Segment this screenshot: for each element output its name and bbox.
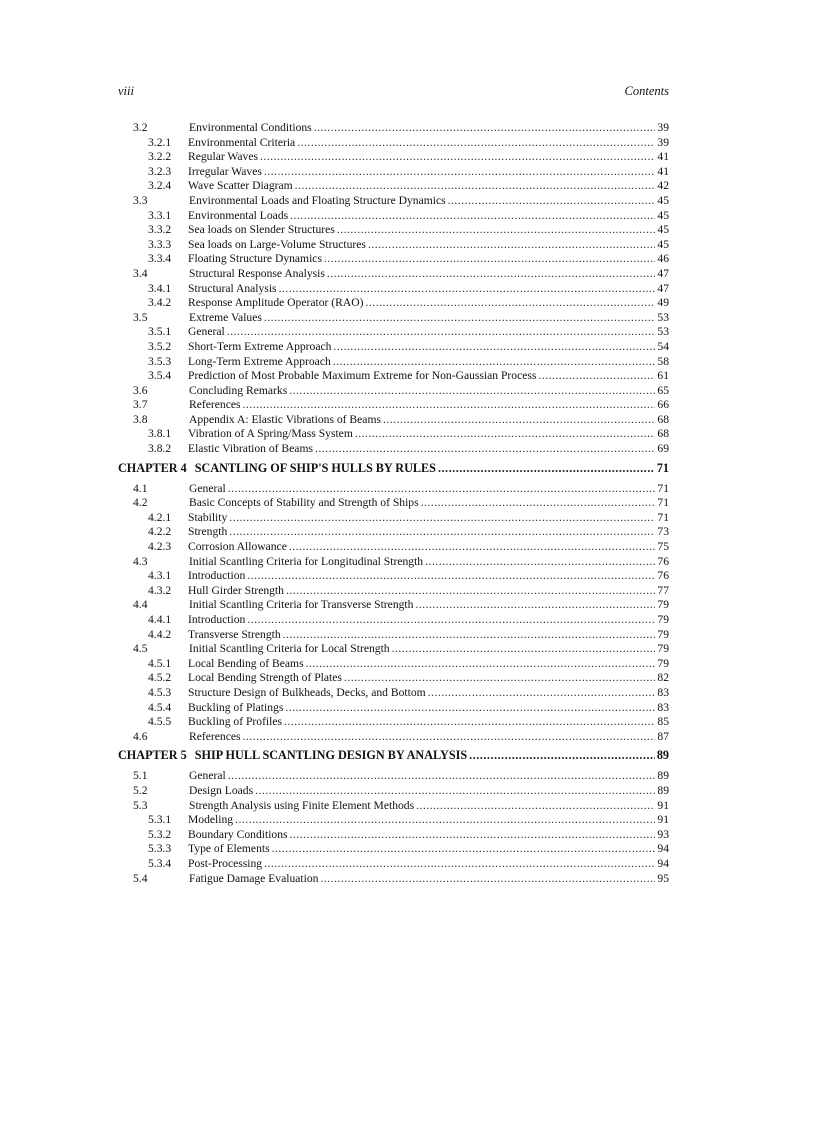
toc-entry-page: 58 [657, 354, 669, 368]
toc-entry-number: CHAPTER 5 [118, 748, 187, 763]
toc-entry-number: 3.5.1 [148, 325, 172, 339]
toc-entry [118, 701, 669, 716]
toc-entry-page: 47 [657, 266, 669, 280]
toc-entry-page: 45 [657, 208, 669, 222]
toc-entry-number: 3.2 [133, 121, 148, 134]
toc-entry-title: Introduction [188, 613, 246, 626]
toc-entry-page: 95 [657, 871, 669, 885]
toc-entry-number: 4.3 [133, 554, 148, 568]
toc-entry-title: Irregular Waves [188, 164, 262, 178]
toc-entry-title: Sea loads on Large-Volume Structures [188, 237, 366, 251]
toc-entry-number: 3.2.4 [148, 179, 172, 193]
toc-entry [118, 569, 669, 584]
toc-entry-page: 73 [657, 525, 669, 539]
toc-entry-number: 4.1 [133, 481, 148, 495]
dot-leader [284, 715, 655, 730]
toc-entry-number: 4.3.2 [148, 583, 172, 597]
toc-entry-page: 68 [657, 412, 669, 426]
toc-entry [118, 267, 669, 282]
toc-entry-number: 3.2.2 [148, 150, 172, 164]
dot-leader [235, 813, 655, 828]
toc-entry [118, 340, 669, 355]
toc-entry-number: 3.4.1 [148, 281, 172, 295]
dot-leader [421, 496, 656, 511]
toc-entry-page: 85 [657, 715, 669, 729]
toc-entry-number: 5.3.3 [148, 842, 172, 856]
toc-entry-number: 4.4.1 [148, 613, 172, 626]
toc-entry [118, 799, 669, 814]
toc-entry-page: 71 [657, 481, 669, 495]
toc-entry-page: 79 [657, 613, 669, 626]
dot-leader [247, 613, 655, 628]
toc-entry [118, 511, 669, 526]
toc-entry [118, 686, 669, 701]
toc-entry-number: 4.3.1 [148, 569, 172, 583]
toc-entry-title: Structural Analysis [188, 281, 277, 295]
toc-entry-page: 71 [657, 496, 669, 510]
toc-entry-number: 4.5.2 [148, 671, 172, 685]
toc-entry [118, 525, 669, 540]
toc-entry-page: 89 [657, 783, 669, 797]
dot-leader [264, 857, 655, 872]
toc-entry-number: 4.2.3 [148, 540, 172, 554]
toc-entry-page: 79 [657, 656, 669, 670]
dot-leader [469, 747, 655, 763]
toc-entry-number: 3.3.2 [148, 223, 172, 237]
toc-entry-title: Type of Elements [188, 842, 270, 856]
dot-leader [289, 540, 656, 555]
dot-leader [324, 252, 655, 267]
toc-entry-page: 94 [657, 856, 669, 870]
toc-entry [118, 442, 669, 457]
toc-entry-number: 5.3.2 [148, 827, 172, 841]
toc-entry-number: 3.8 [133, 412, 148, 426]
toc-entry-title: Appendix A: Elastic Vibrations of Beams [189, 412, 381, 426]
toc-entry-title: Vibration of A Spring/Mass System [188, 427, 353, 441]
toc-entry-page: 75 [657, 540, 669, 554]
toc-entry-number: 3.4 [133, 266, 148, 280]
toc-entry [118, 671, 669, 686]
dot-leader [333, 355, 656, 370]
dot-leader [327, 267, 656, 282]
toc-entry-number: 4.5.3 [148, 685, 172, 699]
toc-entry-title: Environmental Criteria [188, 135, 296, 149]
toc-entry-page: 87 [657, 729, 669, 743]
dot-leader [368, 238, 655, 253]
toc-entry-page: 53 [657, 310, 669, 324]
toc-entry-title: Fatigue Damage Evaluation [189, 871, 319, 885]
dot-leader [229, 511, 655, 526]
toc-entry-number: 3.7 [133, 398, 148, 412]
toc-entry-title: Buckling of Profiles [188, 715, 283, 729]
dot-leader [295, 179, 656, 194]
toc-entry-page: 68 [657, 427, 669, 441]
toc-entry-number: 3.3.4 [148, 252, 172, 266]
toc-entry-number: 4.4 [133, 598, 148, 612]
toc-entry-page: 54 [657, 339, 669, 353]
toc-entry-number: 3.6 [133, 383, 148, 397]
toc-entry-title: Extreme Values [189, 310, 262, 324]
toc-entry-page: 82 [657, 671, 669, 685]
toc-entry-page: 46 [657, 252, 669, 266]
toc-entry [118, 496, 669, 511]
toc-entry-title: SCANTLING OF SHIP'S HULLS BY RULES [194, 460, 436, 475]
toc-entry [118, 136, 669, 151]
toc-entry-page: 39 [657, 121, 669, 134]
toc-entry-page: 71 [656, 460, 669, 475]
dot-leader [279, 282, 656, 297]
dot-leader [297, 136, 655, 151]
toc-entry-title: SHIP HULL SCANTLING DESIGN BY ANALYSIS [194, 748, 468, 763]
toc-entry-title: Local Bending Strength of Plates [188, 671, 342, 685]
toc-entry-number: CHAPTER 4 [118, 460, 187, 475]
dot-leader [320, 872, 655, 887]
toc-entry [118, 784, 669, 799]
toc-entry-title: Introduction [188, 569, 246, 583]
toc-entry-title: Transverse Strength [188, 627, 281, 641]
toc-entry [118, 540, 669, 555]
toc-entry-title: Structure Design of Bulkheads, Decks, and Bottom [188, 685, 426, 699]
toc-entry-title: Hull Girder Strength [188, 583, 284, 597]
toc-entry [118, 642, 669, 657]
dot-leader [264, 165, 656, 180]
toc-entry-title: Initial Scantling Criteria for Longitudinal Strength [189, 554, 424, 568]
dot-leader [227, 325, 656, 340]
dot-leader [538, 369, 655, 384]
toc-entry-number: 3.5 [133, 310, 148, 324]
toc-entry-title: Local Bending of Beams [188, 656, 304, 670]
toc-entry-title: Stability [188, 510, 228, 524]
toc-chapter-heading [118, 747, 669, 763]
toc-entry [118, 613, 669, 628]
toc-entry-page: 41 [657, 150, 669, 164]
toc-entry-number: 4.2 [133, 496, 148, 510]
toc-entry-title: Wave Scatter Diagram [188, 179, 293, 193]
dot-leader [243, 730, 656, 745]
toc-entry-number: 5.2 [133, 783, 148, 797]
toc-entry [118, 842, 669, 857]
toc-entry [118, 252, 669, 267]
toc-entry [118, 413, 669, 428]
toc-entry-title: Prediction of Most Probable Maximum Extreme for Non-Gaussian Process [188, 369, 537, 383]
toc-entry-number: 3.8.1 [148, 427, 172, 441]
toc-entry-page: 49 [657, 296, 669, 310]
toc-entry-title: Structural Response Analysis [189, 266, 325, 280]
dot-leader [383, 413, 655, 428]
toc-entry [118, 813, 669, 828]
toc-entry-number: 4.5.4 [148, 700, 172, 714]
toc-entry-title: Response Amplitude Operator (RAO) [188, 296, 364, 310]
toc-entry-number: 3.5.4 [148, 369, 172, 383]
toc-entry-page: 93 [657, 827, 669, 841]
toc-entry-number: 5.3.1 [148, 813, 172, 827]
toc-entry-title: Concluding Remarks [189, 383, 288, 397]
dot-leader [289, 384, 655, 399]
dot-leader [228, 482, 656, 497]
toc-entry [118, 555, 669, 570]
toc-entry [118, 311, 669, 326]
dot-leader [243, 398, 656, 413]
toc-entry-page: 71 [657, 510, 669, 524]
toc-entry [118, 165, 669, 180]
toc-entry [118, 355, 669, 370]
toc-entry [118, 857, 669, 872]
toc-entry-page: 45 [657, 223, 669, 237]
toc-entry-number: 4.5.5 [148, 715, 172, 729]
toc-entry-number: 4.5 [133, 642, 148, 656]
toc-entry-page: 77 [657, 583, 669, 597]
toc-entry-title: General [189, 769, 226, 783]
toc-entry-page: 69 [657, 442, 669, 456]
toc-entry [118, 715, 669, 730]
dot-leader [290, 209, 655, 224]
dot-leader [290, 828, 656, 843]
dot-leader [438, 460, 655, 476]
dot-leader [283, 628, 656, 643]
toc-entry-number: 5.1 [133, 769, 148, 783]
dot-leader [333, 340, 655, 355]
toc-entry-title: Initial Scantling Criteria for Transverse Strength [189, 598, 414, 612]
dot-leader [448, 194, 656, 209]
toc-chapter-heading [118, 460, 669, 476]
toc-entry [118, 150, 669, 165]
toc-entry-title: Initial Scantling Criteria for Local Strength [189, 642, 390, 656]
toc-entry-page: 76 [657, 569, 669, 583]
toc-entry-page: 45 [657, 237, 669, 251]
toc-entry-number: 3.5.3 [148, 354, 172, 368]
dot-leader [415, 598, 655, 613]
dot-leader [228, 769, 656, 784]
toc-entry-title: Post-Processing [188, 856, 263, 870]
toc-entry [118, 730, 669, 745]
toc-entry-page: 83 [657, 700, 669, 714]
toc-entry-title: Boundary Conditions [188, 827, 288, 841]
toc-entry-page: 76 [657, 554, 669, 568]
toc-entry [118, 872, 669, 887]
toc-entry-title: Short-Term Extreme Approach [188, 339, 332, 353]
toc-entry [118, 369, 669, 384]
toc-entry [118, 828, 669, 843]
dot-leader [344, 671, 655, 686]
toc-entry-page: 39 [657, 135, 669, 149]
toc-entry-title: Strength Analysis using Finite Element Methods [189, 798, 415, 812]
toc-entry-title: Floating Structure Dynamics [188, 252, 322, 266]
toc-entry-title: Corrosion Allowance [188, 540, 287, 554]
toc-entry-number: 3.3 [133, 193, 148, 207]
dot-leader [314, 121, 656, 136]
toc-entry [118, 296, 669, 311]
toc-entry-number: 4.4.2 [148, 627, 172, 641]
toc-entry [118, 325, 669, 340]
toc-entry [118, 657, 669, 672]
dot-leader [286, 584, 655, 599]
toc-entry-title: Elastic Vibration of Beams [188, 442, 313, 456]
toc-entry-title: Environmental Loads and Floating Structure Dynamics [189, 193, 446, 207]
toc-entry-title: References [189, 398, 241, 412]
toc-entry-page: 42 [657, 179, 669, 193]
toc-entry-page: 41 [657, 164, 669, 178]
dot-leader [366, 296, 656, 311]
dot-leader [315, 442, 655, 457]
toc-entry-page: 91 [657, 798, 669, 812]
toc-entry-title: Modeling [188, 813, 234, 827]
table-of-contents [118, 121, 669, 886]
dot-leader [425, 555, 655, 570]
toc-entry-page: 89 [656, 748, 669, 763]
toc-entry-page: 83 [657, 685, 669, 699]
toc-entry-title: Sea loads on Slender Structures [188, 223, 335, 237]
toc-entry-number: 4.2.1 [148, 510, 172, 524]
toc-entry-title: Regular Waves [188, 150, 259, 164]
dot-leader [285, 701, 655, 716]
toc-entry-title: Long-Term Extreme Approach [188, 354, 331, 368]
toc-entry [118, 282, 669, 297]
dot-leader [428, 686, 656, 701]
toc-entry-page: 79 [657, 627, 669, 641]
dot-leader [392, 642, 656, 657]
toc-entry-number: 3.2.1 [148, 135, 172, 149]
toc-entry-page: 79 [657, 598, 669, 612]
toc-entry-page: 53 [657, 325, 669, 339]
toc-entry-number: 5.3 [133, 798, 148, 812]
dot-leader [416, 799, 655, 814]
toc-entry [118, 121, 669, 136]
toc-entry-number: 3.3.3 [148, 237, 172, 251]
dot-leader [264, 311, 656, 326]
toc-entry-page: 47 [657, 281, 669, 295]
toc-entry [118, 598, 669, 613]
toc-entry-number: 4.6 [133, 729, 148, 743]
dot-leader [255, 784, 655, 799]
toc-entry [118, 194, 669, 209]
toc-entry-page: 79 [657, 642, 669, 656]
toc-entry [118, 427, 669, 442]
toc-entry-title: Environmental Conditions [189, 121, 312, 134]
toc-entry-title: General [188, 325, 225, 339]
toc-entry [118, 238, 669, 253]
dot-leader [247, 569, 655, 584]
toc-entry-number: 5.3.4 [148, 856, 172, 870]
running-title: Contents [624, 84, 669, 98]
dot-leader [229, 525, 655, 540]
toc-entry-title: General [189, 481, 226, 495]
toc-entry-page: 61 [657, 369, 669, 383]
toc-entry-number: 3.3.1 [148, 208, 172, 222]
toc-entry-title: Strength [188, 525, 228, 539]
toc-entry [118, 769, 669, 784]
toc-entry-page: 94 [657, 842, 669, 856]
page-number: viii [118, 84, 134, 98]
toc-entry-number: 3.8.2 [148, 442, 172, 456]
toc-entry-page: 89 [657, 769, 669, 783]
toc-entry [118, 179, 669, 194]
toc-entry-page: 65 [657, 383, 669, 397]
toc-entry-page: 66 [657, 398, 669, 412]
toc-entry-title: References [189, 729, 241, 743]
toc-entry [118, 628, 669, 643]
dot-leader [272, 842, 656, 857]
toc-entry [118, 384, 669, 399]
toc-entry-page: 45 [657, 193, 669, 207]
toc-entry [118, 584, 669, 599]
toc-entry-title: Buckling of Platings [188, 700, 284, 714]
toc-entry-title: Basic Concepts of Stability and Strength of Ships [189, 496, 419, 510]
dot-leader [337, 223, 656, 238]
dot-leader [306, 657, 656, 672]
toc-entry-number: 3.2.3 [148, 164, 172, 178]
toc-entry-number: 3.5.2 [148, 339, 172, 353]
dot-leader [260, 150, 655, 165]
toc-entry-title: Environmental Loads [188, 208, 289, 222]
toc-entry-number: 4.5.1 [148, 656, 172, 670]
toc-entry-number: 4.2.2 [148, 525, 172, 539]
toc-entry [118, 482, 669, 497]
dot-leader [355, 427, 656, 442]
toc-entry-title: Design Loads [189, 783, 254, 797]
toc-entry [118, 209, 669, 224]
toc-entry-number: 5.4 [133, 871, 148, 885]
toc-entry [118, 223, 669, 238]
toc-entry [118, 398, 669, 413]
toc-entry-number: 3.4.2 [148, 296, 172, 310]
toc-entry-page: 91 [657, 813, 669, 827]
